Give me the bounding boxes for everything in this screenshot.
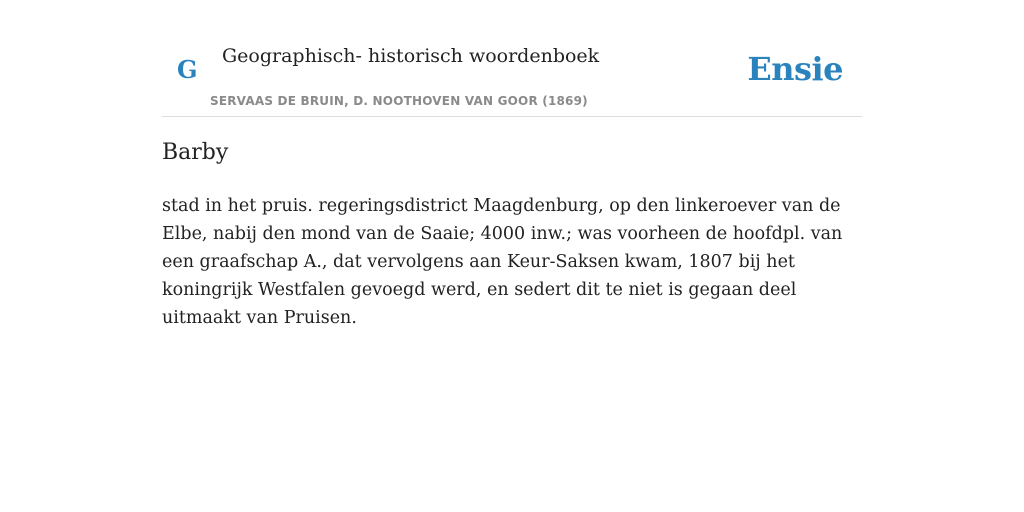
book-author: SERVAAS DE BRUIN, D. NOOTHOVEN VAN GOOR (1869) [210, 94, 588, 108]
entry-definition: stad in het pruis. regeringsdistrict Maagdenburg, op den linkeroever van de Elbe, nabij den mond van de Saaie; 4000 inw.; was voorheen de hoofdpl. van een graafschap A., dat vervolgens aan Keur-Saksen kwam, 1807 bij het koningrijk Westfalen gevoegd werd, en sedert dit te niet is gegaan deel uitmaakt van Pruisen. [162, 196, 843, 328]
dictionary-header [162, 0, 862, 117]
book-title-link[interactable]: Geographisch- historisch woordenboek [222, 45, 600, 67]
ensie-logo-link[interactable]: Ensie [747, 50, 843, 88]
entry-title: Barby [162, 140, 229, 165]
book-letter-link[interactable]: G [177, 55, 198, 84]
